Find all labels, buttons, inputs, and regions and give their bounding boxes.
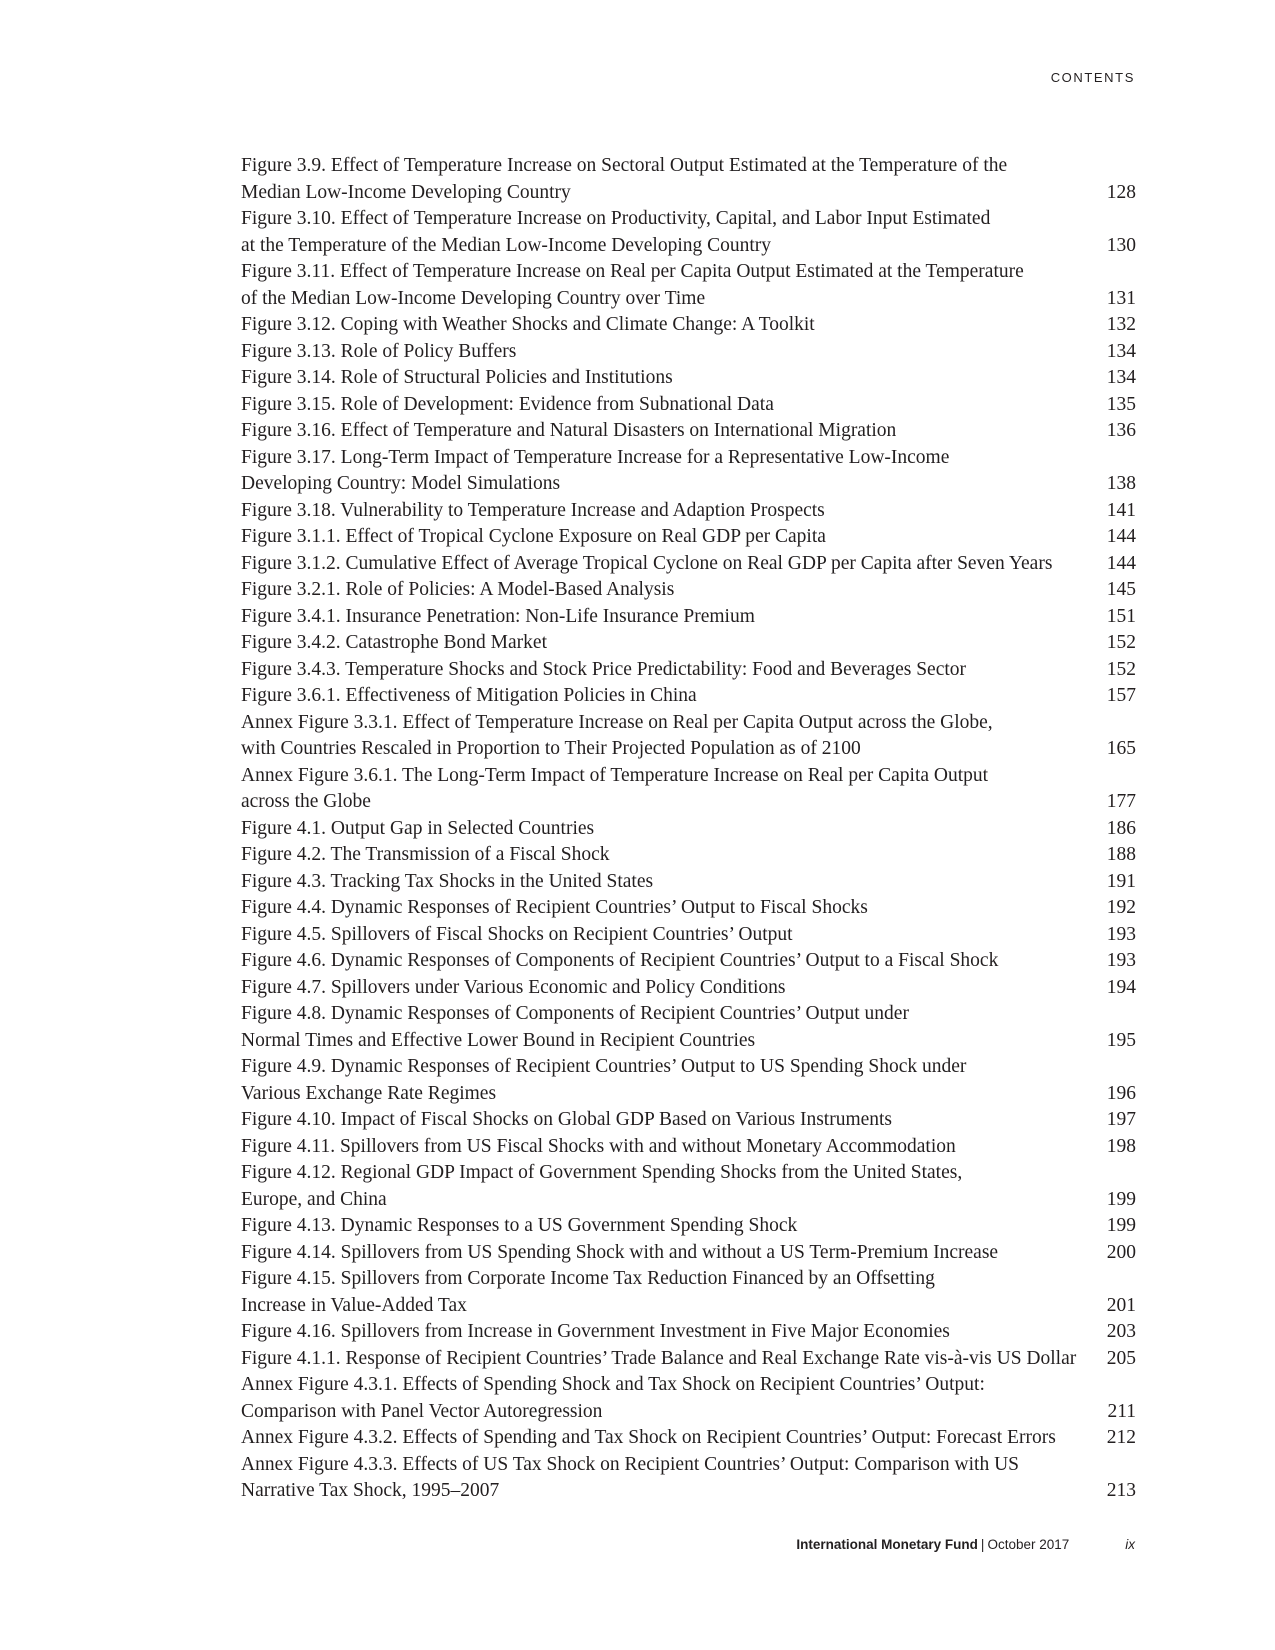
- toc-entry-page: 197: [1106, 1109, 1136, 1130]
- toc-entry: [241, 895, 1136, 922]
- page-footer: [796, 1537, 1135, 1552]
- toc-entry-line: Figure 4.3. Tracking Tax Shocks in the United States: [241, 870, 654, 892]
- toc-entry-line: Various Exchange Rate Regimes: [241, 1082, 497, 1104]
- toc-entry-line: Figure 4.8. Dynamic Responses of Components of Recipient Countries’ Output under: [241, 1003, 909, 1024]
- toc-entry-page: 199: [1106, 1215, 1136, 1236]
- toc-entry-title: [241, 1001, 1096, 1054]
- toc-entry: [241, 1134, 1136, 1161]
- toc-entry-line: Figure 3.2.1. Role of Policies: A Model-Based Analysis: [241, 579, 675, 600]
- toc-entry-title: [241, 1107, 1096, 1134]
- toc-entry: [241, 259, 1136, 312]
- footer-date: October 2017: [987, 1537, 1070, 1552]
- toc-entry-title: [241, 710, 1096, 763]
- toc-entry-title: [241, 975, 1096, 1002]
- toc-entry: [241, 1213, 1136, 1240]
- footer-organization: International Monetary Fund: [796, 1537, 978, 1552]
- toc-entry: [241, 1425, 1136, 1452]
- toc-entry: [241, 683, 1136, 710]
- toc-entry: [241, 445, 1136, 498]
- toc-entry-line: at the Temperature of the Median Low-Income Developing Country: [241, 234, 772, 256]
- toc-entry-page: 191: [1106, 870, 1136, 892]
- toc-entry: [241, 630, 1136, 657]
- toc-entry-title: [241, 842, 1096, 869]
- toc-entry: [241, 551, 1136, 578]
- toc-entry-title: [241, 551, 1096, 578]
- toc-entry: [241, 604, 1136, 631]
- toc-entry-line: Figure 4.10. Impact of Fiscal Shocks on Global GDP Based on Various Instruments: [241, 1109, 893, 1130]
- toc-entry: [241, 1054, 1136, 1107]
- toc-entry-title: [241, 365, 1096, 392]
- toc-entry-title: [241, 206, 1096, 259]
- toc-entry-title: [241, 392, 1096, 419]
- toc-entry-title: [241, 816, 1096, 843]
- toc-entry-title: [241, 1319, 1096, 1346]
- toc-entry-title: [241, 339, 1096, 366]
- toc-entry-title: [241, 524, 1096, 551]
- toc-entry-line: Figure 4.7. Spillovers under Various Economic and Policy Conditions: [241, 976, 786, 998]
- toc-entry-page: 193: [1106, 950, 1136, 971]
- toc-entry: [241, 1001, 1136, 1054]
- toc-entry-title: [241, 577, 1096, 604]
- toc-entry-page: 186: [1106, 817, 1136, 839]
- toc-entry-page: 128: [1106, 181, 1136, 203]
- toc-entry: [241, 1372, 1136, 1425]
- toc-entry-page: 177: [1106, 791, 1136, 812]
- toc-entry-line: Figure 3.4.2. Catastrophe Bond Market: [241, 632, 547, 653]
- toc-entry: [241, 339, 1136, 366]
- toc-entry-page: 135: [1106, 393, 1136, 415]
- toc-entry-line: Europe, and China: [241, 1188, 387, 1210]
- toc-entry-page: 203: [1106, 1321, 1136, 1342]
- toc-entry-line: Figure 3.1.2. Cumulative Effect of Average Tropical Cyclone on Real GDP per Capita after Seven Years: [241, 552, 1053, 574]
- toc-entry-line: Median Low-Income Developing Country: [241, 181, 571, 203]
- toc-entry-title: [241, 683, 1096, 710]
- footer-separator: |: [980, 1537, 985, 1552]
- toc-entry-title: [241, 1160, 1096, 1213]
- toc-entry-line: Figure 3.9. Effect of Temperature Increase on Sectoral Output Estimated at the Temperature of the: [241, 155, 1008, 176]
- toc-entry: [241, 1266, 1136, 1319]
- toc-entry: [241, 153, 1136, 206]
- toc-entry-page: 152: [1106, 658, 1136, 680]
- toc-entry-title: [241, 1266, 1096, 1319]
- toc-entry-title: [241, 1213, 1096, 1240]
- toc-entry: [241, 365, 1136, 392]
- toc-entry-line: Figure 3.14. Role of Structural Policies and Institutions: [241, 367, 673, 388]
- toc-entry-page: 198: [1106, 1135, 1136, 1157]
- toc-entry-page: 144: [1106, 552, 1136, 574]
- toc-entry-line: Figure 4.9. Dynamic Responses of Recipient Countries’ Output to US Spending Shock under: [241, 1056, 967, 1077]
- toc-entry: [241, 1319, 1136, 1346]
- toc-entry: [241, 524, 1136, 551]
- page-number: ix: [1125, 1537, 1135, 1552]
- toc-entry: [241, 312, 1136, 339]
- toc-entry-page: 192: [1106, 897, 1136, 918]
- toc-entry-page: 201: [1106, 1294, 1136, 1316]
- toc-entry-line: Comparison with Panel Vector Autoregression: [241, 1400, 603, 1422]
- toc-entry: [241, 816, 1136, 843]
- toc-entry-line: Figure 3.16. Effect of Temperature and Natural Disasters on International Migration: [241, 420, 897, 441]
- toc-entry-line: Narrative Tax Shock, 1995–2007: [241, 1480, 500, 1501]
- toc-entry-line: Figure 3.6.1. Effectiveness of Mitigation Policies in China: [241, 685, 697, 706]
- toc-entry-line: Figure 4.6. Dynamic Responses of Components of Recipient Countries’ Output to a Fiscal Shock: [241, 950, 999, 971]
- toc-entry-title: [241, 657, 1096, 684]
- toc-entry-page: 151: [1106, 605, 1136, 627]
- running-header: CONTENTS: [1050, 70, 1135, 85]
- toc-entry-page: 130: [1106, 234, 1136, 256]
- toc-entry-line: Figure 3.15. Role of Development: Evidence from Subnational Data: [241, 393, 774, 415]
- toc-entry-page: 132: [1106, 314, 1136, 335]
- toc-entry-line: Figure 4.11. Spillovers from US Fiscal Shocks with and without Monetary Accommodation: [241, 1135, 956, 1157]
- toc-entry: [241, 869, 1136, 896]
- toc-entry-title: [241, 948, 1096, 975]
- list-of-figures: [241, 153, 1136, 1505]
- toc-entry-line: across the Globe: [241, 791, 371, 812]
- toc-entry-line: Increase in Value-Added Tax: [241, 1294, 467, 1316]
- toc-entry-line: Normal Times and Effective Lower Bound in Recipient Countries: [241, 1029, 756, 1051]
- toc-entry-line: Figure 3.11. Effect of Temperature Increase on Real per Capita Output Estimated at the Temperature: [241, 261, 1024, 282]
- toc-entry: [241, 975, 1136, 1002]
- toc-entry-title: [241, 1372, 1096, 1425]
- toc-entry: [241, 1240, 1136, 1267]
- toc-entry-line: Figure 4.1.1. Response of Recipient Countries’ Trade Balance and Real Exchange Rate vis-à-vis US Dollar: [241, 1347, 1077, 1369]
- toc-entry-page: 152: [1106, 632, 1136, 653]
- toc-entry-line: Figure 4.1. Output Gap in Selected Countries: [241, 817, 595, 839]
- toc-entry-page: 144: [1106, 526, 1136, 547]
- toc-entry-page: 188: [1106, 844, 1136, 865]
- toc-entry: [241, 392, 1136, 419]
- toc-entry-title: [241, 259, 1096, 312]
- toc-entry-page: 136: [1106, 420, 1136, 441]
- toc-entry-title: [241, 445, 1096, 498]
- toc-entry-page: 211: [1107, 1400, 1136, 1422]
- toc-entry: [241, 206, 1136, 259]
- toc-entry-line: Annex Figure 4.3.1. Effects of Spending Shock and Tax Shock on Recipient Countries’ Output:: [241, 1374, 985, 1395]
- toc-entry-line: Figure 4.2. The Transmission of a Fiscal Shock: [241, 844, 610, 865]
- toc-entry-page: 196: [1106, 1082, 1136, 1104]
- toc-entry-line: Figure 3.18. Vulnerability to Temperature Increase and Adaption Prospects: [241, 499, 825, 521]
- toc-entry-title: [241, 1134, 1096, 1161]
- toc-entry-title: [241, 312, 1096, 339]
- toc-entry-page: 134: [1106, 367, 1136, 388]
- toc-entry: [241, 1452, 1136, 1505]
- toc-entry-line: Figure 3.12. Coping with Weather Shocks and Climate Change: A Toolkit: [241, 314, 815, 335]
- toc-entry-title: [241, 1054, 1096, 1107]
- toc-entry-page: 194: [1106, 976, 1136, 998]
- toc-entry-page: 141: [1106, 499, 1136, 521]
- toc-entry: [241, 763, 1136, 816]
- toc-entry: [241, 1107, 1136, 1134]
- toc-entry-title: [241, 922, 1096, 949]
- toc-entry: [241, 710, 1136, 763]
- toc-entry-page: 138: [1106, 473, 1136, 494]
- toc-entry: [241, 577, 1136, 604]
- toc-entry-title: [241, 604, 1096, 631]
- toc-entry-line: Figure 4.5. Spillovers of Fiscal Shocks on Recipient Countries’ Output: [241, 923, 793, 945]
- toc-entry-line: Figure 3.1.1. Effect of Tropical Cyclone Exposure on Real GDP per Capita: [241, 526, 826, 547]
- toc-entry: [241, 418, 1136, 445]
- toc-entry-line: Figure 3.17. Long-Term Impact of Temperature Increase for a Representative Low-Income: [241, 446, 950, 468]
- toc-entry-line: Developing Country: Model Simulations: [241, 473, 561, 494]
- toc-entry-page: 134: [1106, 340, 1136, 362]
- toc-entry-title: [241, 630, 1096, 657]
- toc-entry-line: of the Median Low-Income Developing Country over Time: [241, 287, 706, 309]
- toc-entry-page: 199: [1106, 1188, 1136, 1210]
- toc-entry-line: Figure 3.4.3. Temperature Shocks and Stock Price Predictability: Food and Beverages Sector: [241, 658, 967, 680]
- toc-entry: [241, 498, 1136, 525]
- toc-entry-line: Figure 3.13. Role of Policy Buffers: [241, 340, 517, 362]
- toc-entry: [241, 922, 1136, 949]
- toc-entry-line: Figure 4.16. Spillovers from Increase in Government Investment in Five Major Economies: [241, 1321, 950, 1342]
- toc-entry-title: [241, 763, 1096, 816]
- toc-entry-title: [241, 869, 1096, 896]
- toc-entry-line: Annex Figure 4.3.2. Effects of Spending and Tax Shock on Recipient Countries’ Output: Forecast Errors: [241, 1427, 1056, 1448]
- toc-entry-line: Figure 4.15. Spillovers from Corporate Income Tax Reduction Financed by an Offsetting: [241, 1268, 935, 1289]
- toc-entry-line: Figure 4.12. Regional GDP Impact of Government Spending Shocks from the United States,: [241, 1162, 963, 1183]
- toc-entry-title: [241, 1452, 1096, 1505]
- toc-entry-page: 165: [1106, 738, 1136, 759]
- toc-entry-title: [241, 153, 1096, 206]
- toc-entry-page: 200: [1106, 1241, 1136, 1263]
- toc-entry-line: Figure 4.4. Dynamic Responses of Recipient Countries’ Output to Fiscal Shocks: [241, 897, 868, 918]
- toc-entry-page: 212: [1106, 1427, 1136, 1448]
- toc-entry-page: 157: [1106, 685, 1136, 706]
- toc-entry-line: with Countries Rescaled in Proportion to Their Projected Population as of 2100: [241, 738, 861, 759]
- toc-entry-line: Annex Figure 4.3.3. Effects of US Tax Shock on Recipient Countries’ Output: Comparison with US: [241, 1453, 1020, 1475]
- toc-entry-line: Annex Figure 3.3.1. Effect of Temperature Increase on Real per Capita Output across the Globe,: [241, 711, 993, 733]
- toc-entry-line: Figure 4.14. Spillovers from US Spending Shock with and without a US Term-Premium Increase: [241, 1241, 999, 1263]
- toc-entry: [241, 842, 1136, 869]
- toc-entry-page: 213: [1106, 1480, 1136, 1501]
- toc-entry-page: 131: [1106, 287, 1136, 309]
- toc-entry-title: [241, 1346, 1096, 1373]
- toc-entry-page: 193: [1106, 923, 1136, 945]
- toc-entry-line: Figure 3.10. Effect of Temperature Increase on Productivity, Capital, and Labor Input Estimated: [241, 208, 991, 229]
- toc-entry-title: [241, 1425, 1096, 1452]
- toc-entry: [241, 1346, 1136, 1373]
- toc-entry-page: 145: [1106, 579, 1136, 600]
- toc-entry: [241, 657, 1136, 684]
- toc-entry: [241, 948, 1136, 975]
- toc-entry-title: [241, 498, 1096, 525]
- toc-entry-line: Figure 4.13. Dynamic Responses to a US Government Spending Shock: [241, 1215, 798, 1236]
- toc-entry-line: Annex Figure 3.6.1. The Long-Term Impact of Temperature Increase on Real per Capita Output: [241, 764, 989, 786]
- toc-entry-title: [241, 895, 1096, 922]
- toc-entry-title: [241, 1240, 1096, 1267]
- toc-entry-line: Figure 3.4.1. Insurance Penetration: Non-Life Insurance Premium: [241, 605, 755, 627]
- toc-entry-page: 195: [1106, 1029, 1136, 1051]
- toc-entry-title: [241, 418, 1096, 445]
- toc-entry-page: 205: [1106, 1347, 1136, 1369]
- toc-entry: [241, 1160, 1136, 1213]
